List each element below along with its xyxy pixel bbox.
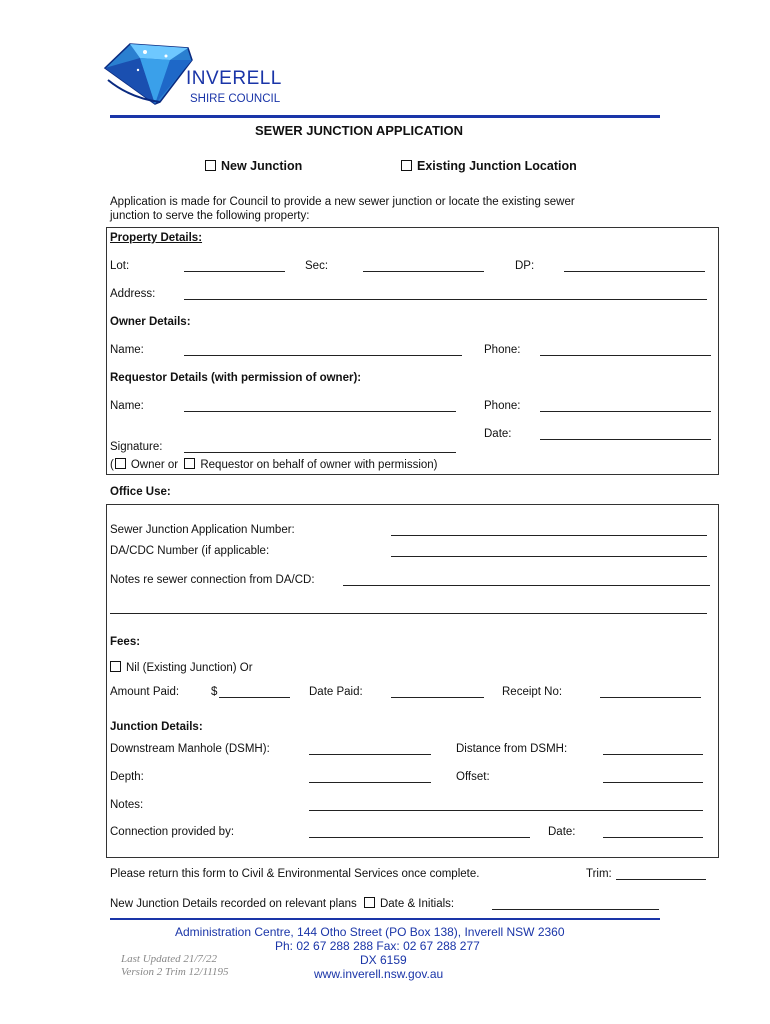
fees-heading: Fees: <box>110 636 141 648</box>
office-use-heading: Office Use: <box>110 486 171 498</box>
footer-address: Administration Centre, 144 Otho Street (PO Box 138), Inverell NSW 2360 <box>175 925 565 939</box>
requestor-date-label: Date: <box>484 428 512 440</box>
connection-field[interactable] <box>309 837 530 838</box>
footer-dx: DX 6159 <box>360 953 407 967</box>
date-initials-field[interactable] <box>492 909 659 910</box>
dsmh-label: Downstream Manhole (DSMH): <box>110 743 270 755</box>
amount-paid-field[interactable] <box>219 697 290 698</box>
depth-field[interactable] <box>309 782 431 783</box>
depth-label: Depth: <box>110 771 144 783</box>
offset-field[interactable] <box>603 782 703 783</box>
requestor-date-field[interactable] <box>540 439 711 440</box>
owner-name-field[interactable] <box>184 355 462 356</box>
dp-field[interactable] <box>564 271 705 272</box>
diamond-logo-icon <box>100 40 195 108</box>
dollar-sign: $ <box>211 686 218 698</box>
requestor-checkbox[interactable] <box>184 458 195 469</box>
owner-name-label: Name: <box>110 344 144 356</box>
distance-label: Distance from DSMH: <box>456 743 568 755</box>
council-logo <box>100 40 300 112</box>
date-paid-label: Date Paid: <box>309 686 363 698</box>
requestor-name-label: Name: <box>110 400 144 412</box>
trim-label: Trim: <box>586 868 612 880</box>
signature-field[interactable] <box>184 452 456 453</box>
connection-date-label: Date: <box>548 826 576 838</box>
property-heading: Property Details: <box>110 232 203 244</box>
junction-notes-field[interactable] <box>309 810 703 811</box>
date-paid-field[interactable] <box>391 697 484 698</box>
return-instructions: Please return this form to Civil & Environmental Services once complete. <box>110 868 480 880</box>
notes-dacd-field-2[interactable] <box>110 613 707 614</box>
requestor-phone-field[interactable] <box>540 411 711 412</box>
dacdc-label: DA/CDC Number (if applicable: <box>110 545 270 557</box>
owner-phone-field[interactable] <box>540 355 711 356</box>
requestor-heading: Requestor Details (with permission of owner): <box>110 372 362 384</box>
nil-fee-checkbox[interactable] <box>110 661 121 672</box>
page-title: SEWER JUNCTION APPLICATION <box>255 123 464 138</box>
dp-label: DP: <box>515 260 535 272</box>
footer-website[interactable]: www.inverell.nsw.gov.au <box>314 967 444 981</box>
applicant-details-box <box>106 227 719 475</box>
recorded-row: New Junction Details recorded on relevant plans Date & Initials: <box>110 898 455 910</box>
option-new-junction[interactable]: New Junction <box>205 159 302 173</box>
junction-heading: Junction Details: <box>110 721 203 733</box>
offset-label: Offset: <box>456 771 490 783</box>
footer-phone: Ph: 02 67 288 288 Fax: 02 67 288 277 <box>275 939 480 953</box>
trim-field[interactable] <box>616 879 706 880</box>
last-updated: Last Updated 21/7/22 <box>121 953 217 965</box>
owner-checkbox[interactable] <box>115 458 126 469</box>
signature-label: Signature: <box>110 441 163 453</box>
intro-line-1: Application is made for Council to provide a new sewer junction or locate the existing sewer <box>110 196 575 208</box>
nil-fee-option[interactable]: Nil (Existing Junction) Or <box>110 661 253 675</box>
connection-label: Connection provided by: <box>110 826 235 838</box>
recorded-checkbox[interactable] <box>364 897 375 908</box>
footer-rule <box>110 918 660 920</box>
notes-dacd-label: Notes re sewer connection from DA/CD: <box>110 574 315 586</box>
address-label: Address: <box>110 288 156 300</box>
distance-field[interactable] <box>603 754 703 755</box>
intro-line-2: junction to serve the following property: <box>110 210 310 222</box>
existing-junction-checkbox[interactable] <box>401 160 412 171</box>
org-subtitle: SHIRE COUNCIL <box>190 93 281 105</box>
amount-paid-label: Amount Paid: <box>110 686 180 698</box>
version-info: Version 2 Trim 12/11195 <box>121 966 229 978</box>
address-field[interactable] <box>184 299 707 300</box>
option-existing-junction[interactable]: Existing Junction Location <box>401 159 577 173</box>
org-name: INVERELL <box>186 68 282 89</box>
owner-phone-label: Phone: <box>484 344 521 356</box>
receipt-field[interactable] <box>600 697 701 698</box>
junction-notes-label: Notes: <box>110 799 144 811</box>
lot-field[interactable] <box>184 271 285 272</box>
app-number-label: Sewer Junction Application Number: <box>110 524 295 536</box>
connection-date-field[interactable] <box>603 837 703 838</box>
header-rule <box>110 115 660 118</box>
receipt-label: Receipt No: <box>502 686 563 698</box>
sec-label: Sec: <box>305 260 329 272</box>
owner-heading: Owner Details: <box>110 316 191 328</box>
notes-dacd-field[interactable] <box>343 585 710 586</box>
requestor-name-field[interactable] <box>184 411 456 412</box>
app-number-field[interactable] <box>391 535 707 536</box>
dacdc-field[interactable] <box>391 556 707 557</box>
sec-field[interactable] <box>363 271 484 272</box>
lot-label: Lot: <box>110 260 130 272</box>
signatory-type-row: ( Owner or Requestor on behalf of owner with permission) <box>110 459 438 471</box>
new-junction-checkbox[interactable] <box>205 160 216 171</box>
dsmh-field[interactable] <box>309 754 431 755</box>
requestor-phone-label: Phone: <box>484 400 521 412</box>
